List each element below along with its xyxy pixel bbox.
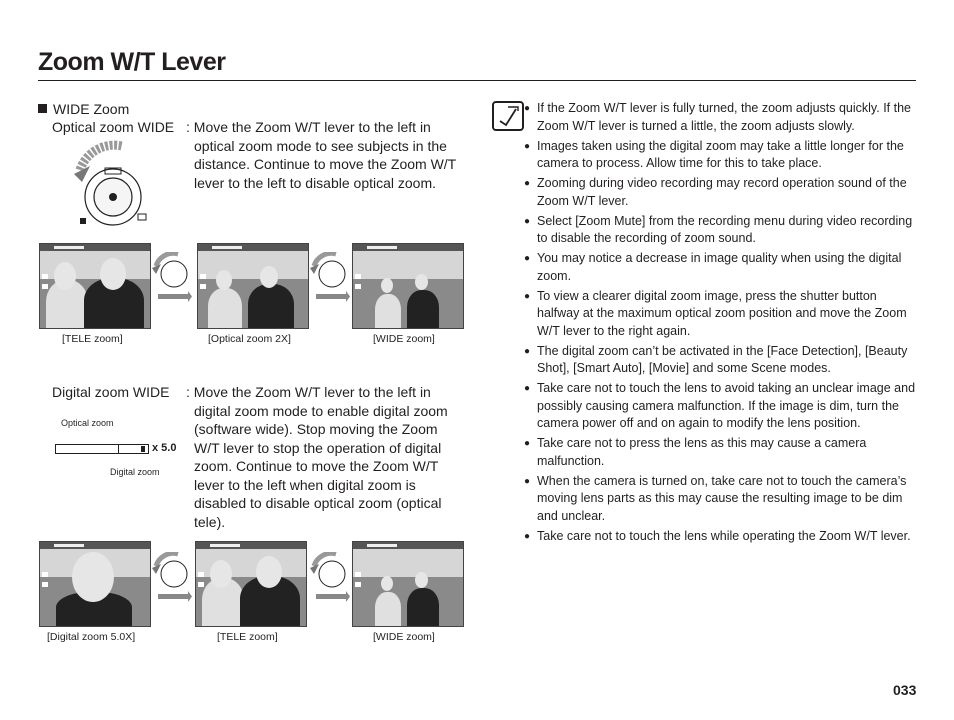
- page-number: 033: [893, 682, 917, 698]
- zoom-bar: [55, 444, 149, 454]
- caption-tele-zoom: [TELE zoom]: [62, 333, 123, 345]
- digital-zoom-label: Digital zoom WIDE: [52, 384, 170, 400]
- note-item: ● Select [Zoom Mute] from the recording menu during video recording to disable the recording of zoom sound.: [524, 213, 918, 248]
- notes-list: [524, 100, 918, 548]
- screen-digital-zoom-5x: [39, 541, 151, 627]
- optical-zoom-bar-label: Optical zoom: [61, 418, 114, 428]
- note-item: ● Take care not to touch the lens while operating the Zoom W/T lever.: [524, 528, 918, 546]
- note-pencil-icon: [492, 101, 524, 131]
- screen-tele-zoom: [39, 243, 151, 329]
- lever-rotate-icon: [310, 552, 350, 602]
- lever-rotate-icon: [152, 552, 192, 602]
- screen-wide-zoom: [352, 243, 464, 329]
- note-item: ● Zooming during video recording may record operation sound of the Zoom W/T lever.: [524, 175, 918, 210]
- caption-wide-zoom: [WIDE zoom]: [373, 333, 435, 345]
- note-item: ● Images taken using the digital zoom may take a little longer for the camera to process. Allow time for this to take place.: [524, 138, 918, 173]
- digital-zoom-description: : Move the Zoom W/T lever to the left in digital zoom mode to enable digital zoom (software wide). Stop moving the Zoom W/T lever to stop the operation of digital zoom. Continue to move the Zoom W/T lever to the left when digital zoom is disabled to disable optical zoom (optical tele).: [186, 384, 448, 530]
- lever-rotate-icon: [152, 252, 192, 302]
- note-item: ● Take care not to press the lens as this may cause a camera malfunction.: [524, 435, 918, 470]
- note-item: ● If the Zoom W/T lever is fully turned, the zoom adjusts quickly. If the Zoom W/T lever is turned a little, the zoom adjusts slowly.: [524, 100, 918, 135]
- note-item: ● You may notice a decrease in image quality when using the digital zoom.: [524, 250, 918, 285]
- section-heading-text: WIDE Zoom: [53, 101, 130, 117]
- optical-zoom-description: : Move the Zoom W/T lever to the left in optical zoom mode to see subjects in the distance. Continue to move the Zoom W/T lever to the left to disable optical zoom.: [186, 119, 456, 191]
- caption-tele-zoom-digital: [TELE zoom]: [217, 631, 278, 643]
- note-item: ● When the camera is turned on, take care not to touch the camera’s moving lens parts as this may cause the resulting image to be dim and unclear.: [524, 473, 918, 526]
- optical-zoom-label: Optical zoom WIDE: [52, 119, 175, 135]
- caption-digital-zoom-5x: [Digital zoom 5.0X]: [47, 631, 136, 643]
- digital-zoom-bar-label: Digital zoom: [110, 467, 160, 477]
- note-item: ● Take care not to touch the lens to avoid taking an unclear image and possibly causing camera malfunction. If the image is dim, turn the camera power off and on again to modify the lens position.: [524, 380, 918, 433]
- zoom-lever-icon: [72, 140, 154, 228]
- page-title: Zoom W/T Lever: [38, 48, 226, 76]
- caption-optical-zoom-2x: [Optical zoom 2X]: [208, 333, 291, 345]
- note-item: ● To view a clearer digital zoom image, press the shutter button halfway at the maximum optical zoom position and move the Zoom W/T lever to the right again.: [524, 288, 918, 341]
- screen-tele-zoom-digital: [195, 541, 307, 627]
- note-item: ● The digital zoom can’t be activated in the [Face Detection], [Beauty Shot], [Smart Auto], [Movie] and some Scene modes.: [524, 343, 918, 378]
- lever-rotate-icon: [310, 252, 350, 302]
- zoom-bar-value: x 5.0: [152, 442, 177, 454]
- screen-optical-zoom-2x: [197, 243, 309, 329]
- caption-wide-zoom-digital: [WIDE zoom]: [373, 631, 435, 643]
- screen-wide-zoom-digital: [352, 541, 464, 627]
- title-divider: [38, 80, 916, 81]
- square-bullet-icon: [38, 104, 47, 113]
- section-heading: [38, 100, 129, 119]
